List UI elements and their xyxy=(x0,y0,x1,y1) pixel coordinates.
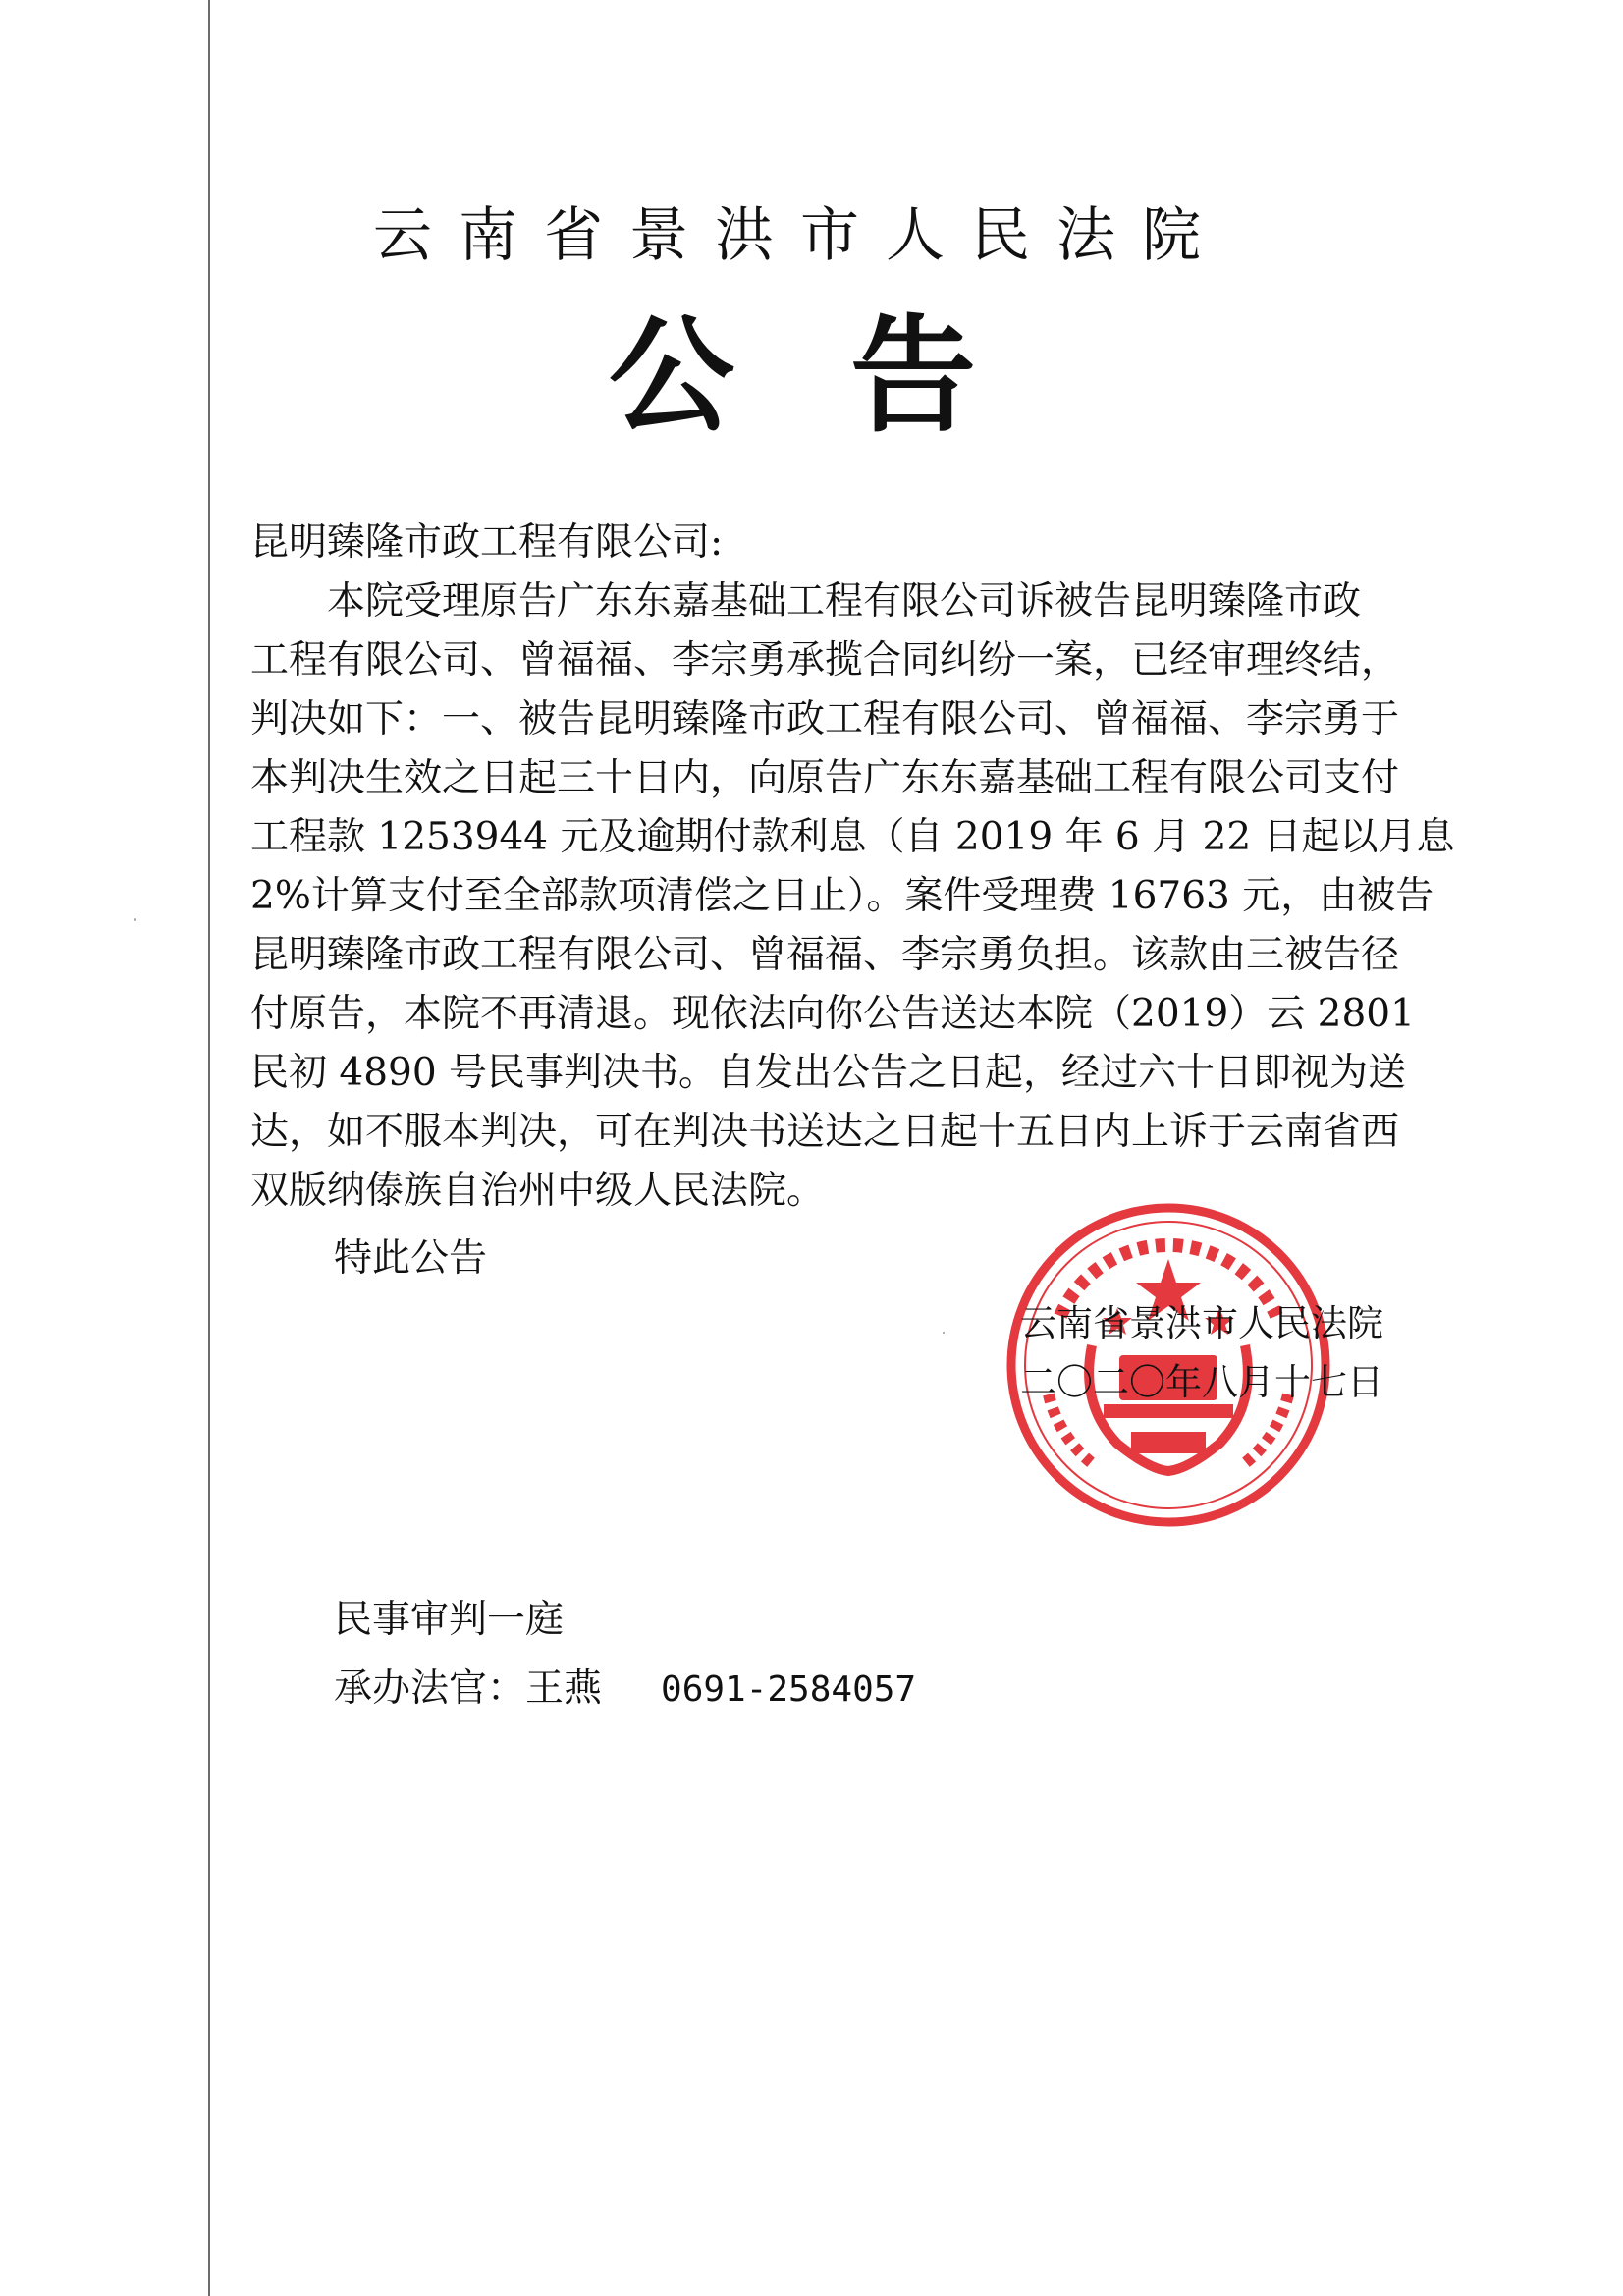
closing-phrase: 特此公告 xyxy=(334,1236,488,1281)
binding-line xyxy=(208,0,210,2296)
judge-phone: 0691-2584057 xyxy=(661,1669,917,1710)
body-line: 判决如下：一、被告昆明臻隆市政工程有限公司、曾福福、李宗勇于 xyxy=(250,697,1400,741)
body-line: 2%计算支付至全部款项清偿之日止）。案件受理费 16763 元，由被告 xyxy=(250,874,1434,918)
body-line: 付原告，本院不再清退。现依法向你公告送达本院（2019）云 2801 xyxy=(250,992,1415,1036)
body-line: 本判决生效之日起三十日内，向原告广东东嘉基础工程有限公司支付 xyxy=(250,756,1400,800)
signing-court: 云南省景洪市人民法院 xyxy=(1020,1302,1383,1344)
body-line: 达，如不服本判决，可在判决书送达之日起十五日内上诉于云南省西 xyxy=(250,1110,1400,1154)
body-line: 双版纳傣族自治州中级人民法院。 xyxy=(250,1169,826,1213)
judge-label: 承办法官：王燕 xyxy=(334,1667,603,1711)
body-line: 工程款 1253944 元及逾期付款利息（自 2019 年 6 月 22 日起以月息 xyxy=(250,815,1455,859)
judge-contact xyxy=(334,1660,916,1720)
scan-speck xyxy=(943,1332,945,1334)
body-line: 民初 4890 号民事判决书。自发出公告之日起，经过六十日即视为送 xyxy=(250,1051,1407,1095)
scan-speck xyxy=(134,918,136,921)
signing-date: 二〇二〇年八月十七日 xyxy=(1020,1361,1383,1403)
court-name-heading: 云南省景洪市人民法院 xyxy=(373,201,1227,270)
addressee: 昆明臻隆市政工程有限公司: xyxy=(250,520,724,565)
notice-body xyxy=(250,573,1455,1280)
body-line: 昆明臻隆市政工程有限公司、曾福福、李宗勇负担。该款由三被告径 xyxy=(250,933,1400,977)
body-line: 工程有限公司、曾福福、李宗勇承揽合同纠纷一案，已经审理终结， xyxy=(250,638,1400,683)
court-division: 民事审判一庭 xyxy=(334,1598,565,1642)
body-line: 本院受理原告广东东嘉基础工程有限公司诉被告昆明臻隆市政 xyxy=(250,579,1362,624)
notice-title: 公告 xyxy=(609,302,1093,450)
